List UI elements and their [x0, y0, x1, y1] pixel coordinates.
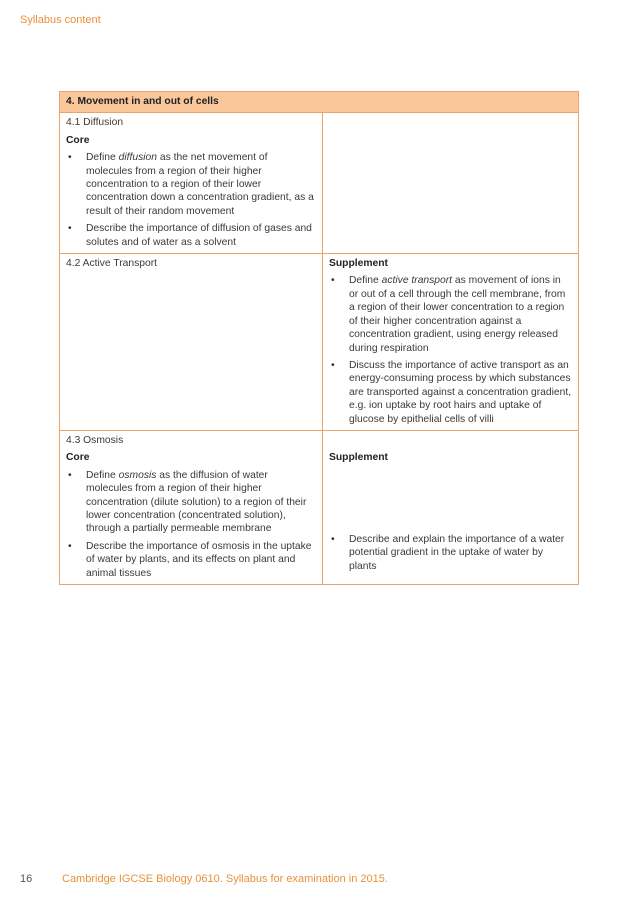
section-title: 4.1 Diffusion: [66, 117, 124, 129]
core-list: [66, 151, 316, 249]
empty-cell: [323, 113, 579, 254]
text: Define: [349, 275, 382, 287]
active-transport-cell: [60, 254, 323, 431]
text: Define: [86, 152, 119, 164]
supplement-label: Supplement: [329, 452, 388, 464]
table-row: [60, 254, 579, 431]
core-label: Core: [66, 134, 90, 146]
section-title: 4.3 Osmosis: [66, 434, 124, 446]
text: as the diffusion of water molecules from a region of their higher concentration (dilute solution) to a region of their lower concentration (concentrated solution), through a partially permeable membrane: [86, 469, 307, 535]
term: osmosis: [118, 469, 157, 481]
term: active transport: [381, 275, 453, 287]
supplement-list: [329, 274, 572, 425]
list-item: • Describe the importance of diffusion of gases and solutes and of water as a solvent: [66, 222, 316, 249]
list-item: [66, 469, 316, 536]
list-item: [329, 274, 572, 354]
syllabus-table: [59, 91, 579, 585]
supplement-cell: [323, 430, 579, 584]
supplement-list: [329, 533, 572, 573]
running-head: Syllabus content: [20, 14, 101, 26]
table-header: 4. Movement in and out of cells: [60, 92, 579, 113]
diffusion-cell: [60, 113, 323, 254]
spacer: [329, 469, 572, 533]
list-item: • Describe the importance of osmosis in the uptake of water by plants, and its effects on plant and animal tissues: [66, 540, 316, 580]
footer-text: Cambridge IGCSE Biology 0610. Syllabus for examination in 2015.: [62, 873, 388, 885]
list-item: • Describe and explain the importance of a water potential gradient in the uptake of water by plants: [329, 533, 572, 573]
list-item: [66, 151, 316, 218]
core-list: [66, 469, 316, 580]
term: diffusion: [118, 152, 157, 164]
core-label: Core: [66, 452, 90, 464]
table-row: [60, 113, 579, 254]
osmosis-cell: [60, 430, 323, 584]
supplement-label: Supplement: [329, 258, 388, 270]
page-number: 16: [20, 873, 33, 885]
supplement-cell: [323, 254, 579, 431]
section-title: 4.2 Active Transport: [66, 258, 158, 270]
list-item: • Discuss the importance of active transport as an energy-consuming process by which substances are transported against a concentration gradient, e.g. ion uptake by root hairs and uptake of glucose by epithelial cells of villi: [329, 359, 572, 426]
text: Define: [86, 469, 119, 481]
table-header-row: [60, 92, 579, 113]
text: as the net movement of molecules from a region of their higher concentration to a region of their lower concentration down a concentration gradient, as a result of their random movement: [86, 152, 314, 217]
text: as movement of ions in or out of a cell through the cell membrane, from a region of their lower concentration to a region of their higher concentration against a concentration gradient, using energy released during respiration: [349, 275, 566, 354]
spacer-line: [329, 434, 572, 447]
table-row: [60, 430, 579, 584]
